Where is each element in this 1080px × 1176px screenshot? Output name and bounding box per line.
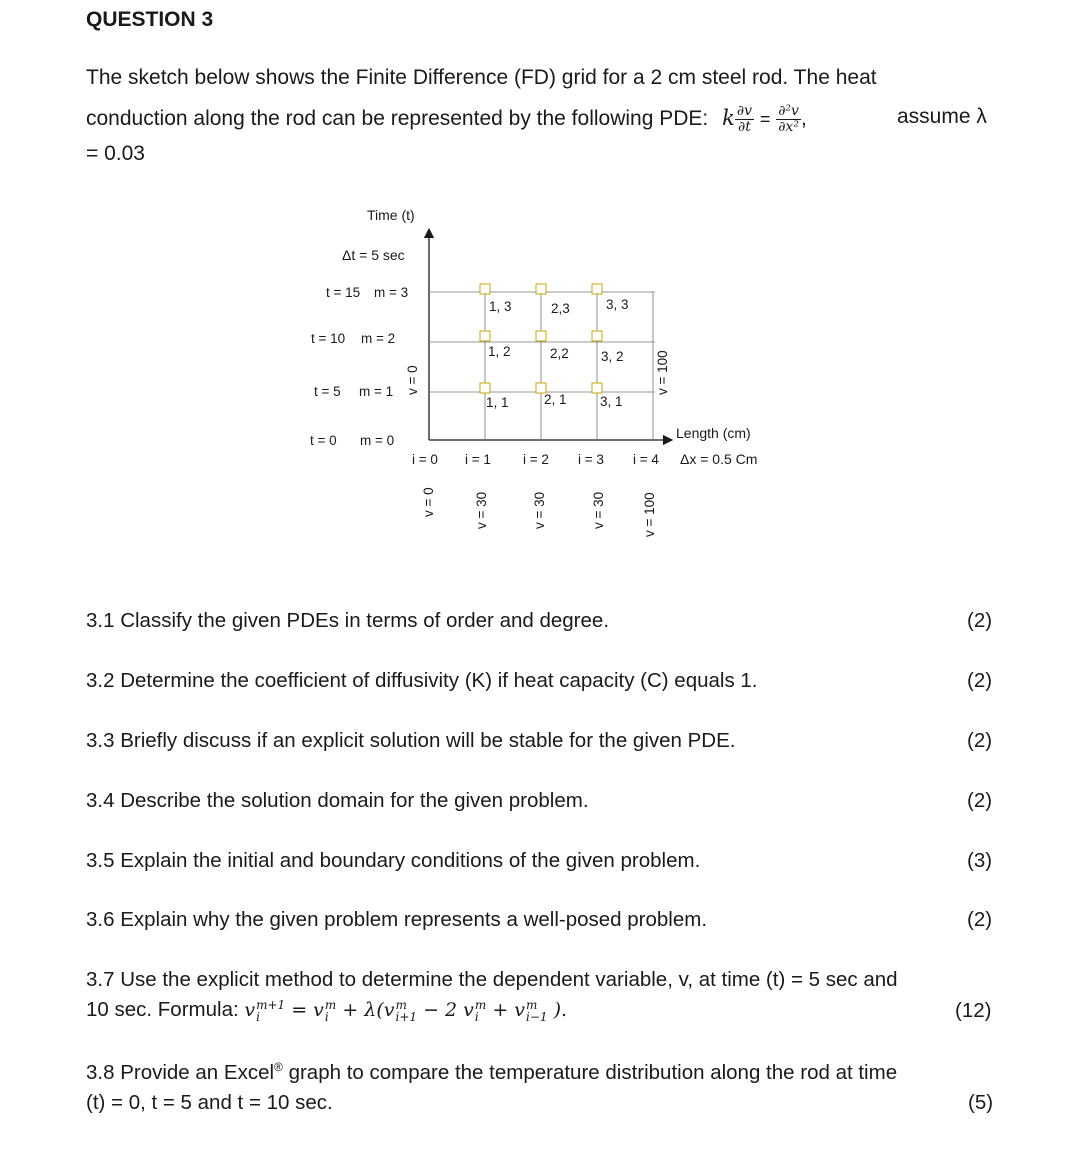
pde-equals: =: [759, 109, 771, 129]
registered-mark: ®: [274, 1060, 283, 1074]
pde-k: k: [722, 106, 735, 130]
bottom-value-i1: v = 30: [474, 491, 489, 529]
marks-3-4: (2): [967, 789, 993, 812]
bottom-value-i2: v = 30: [532, 491, 547, 529]
marks-3-1: (2): [967, 609, 993, 632]
marks-3-3: (2): [967, 729, 993, 752]
marks-3-7: (12): [955, 999, 992, 1022]
node-label-2-3: 2,3: [551, 301, 570, 316]
node-1-1: [480, 383, 490, 393]
question-3-8-line-1-pre: 3.8 Provide an Excel: [86, 1060, 275, 1084]
row-label-m2: m = 2: [361, 331, 396, 346]
row-label-t5: t = 5: [314, 384, 341, 399]
intro-line-1: The sketch below shows the Finite Difference (FD) grid for a 2 cm steel rod. The heat: [86, 66, 877, 89]
node-2-3: [536, 284, 546, 294]
question-3-1: 3.1 Classify the given PDEs in terms of order and degree.: [86, 609, 610, 632]
marks-3-5: (3): [967, 849, 993, 872]
node-label-1-3: 1, 3: [489, 299, 512, 314]
question-3-7-line-2: [86, 998, 567, 1028]
pde-comma: ,: [800, 107, 807, 130]
i-label-3: i = 3: [578, 452, 604, 467]
node-label-1-2: 1, 2: [488, 344, 511, 359]
i-label-2: i = 2: [523, 452, 549, 467]
left-boundary-label: v = 0: [405, 365, 420, 395]
i-label-1: i = 1: [465, 452, 491, 467]
node-label-3-1: 3, 1: [600, 394, 623, 409]
question-3-8-line-1: [86, 1060, 897, 1085]
pde-rhs-den: ∂x²: [778, 118, 799, 135]
question-heading: QUESTION 3: [86, 8, 214, 31]
row-label-m0: m = 0: [360, 433, 395, 448]
pde-lhs-fraction: [735, 104, 754, 135]
grid-lines: [429, 292, 655, 440]
node-label-2-2: 2,2: [550, 346, 569, 361]
node-label-2-1: 2, 1: [544, 392, 567, 407]
node-label-3-3: 3, 3: [606, 297, 629, 312]
question-3-5: 3.5 Explain the initial and boundary conditions of the given problem.: [86, 849, 701, 872]
i-label-4: i = 4: [633, 452, 659, 467]
node-1-3: [480, 284, 490, 294]
marks-3-2: (2): [967, 669, 993, 692]
intro-line-2-text: conduction along the rod can be represented by the following PDE:: [86, 107, 709, 130]
node-3-2: [592, 331, 602, 341]
pde-rhs-fraction: [776, 104, 801, 135]
node-1-2: [480, 331, 490, 341]
intro-line-3: = 0.03: [86, 142, 145, 165]
pde-lhs-den: ∂t: [737, 118, 751, 135]
dt-label: Δt = 5 sec: [342, 247, 405, 263]
row-label-t10: t = 10: [311, 331, 346, 346]
question-3-8-line-2: (t) = 0, t = 5 and t = 10 sec.: [86, 1091, 333, 1114]
question-3-3: 3.3 Briefly discuss if an explicit solution will be stable for the given PDE.: [86, 729, 736, 752]
question-3-6: 3.6 Explain why the given problem represents a well-posed problem.: [86, 908, 708, 931]
explicit-formula: v m+1 i = v m i + λ(v m i+1 − 2 v m i + v m i−1 ).: [244, 998, 568, 1024]
node-2-2: [536, 331, 546, 341]
node-3-3: [592, 284, 602, 294]
bottom-value-i3: v = 30: [591, 491, 606, 529]
node-label-3-2: 3, 2: [601, 349, 624, 364]
row-label-m3: m = 3: [374, 285, 409, 300]
pde-rhs-num: ∂²v: [778, 102, 799, 119]
dx-label: Δx = 0.5 Cm: [680, 451, 758, 467]
question-3-7-line-2-text: 10 sec. Formula:: [86, 998, 239, 1021]
time-axis-label: Time (t): [367, 207, 415, 223]
node-3-1: [592, 383, 602, 393]
marks-3-6: (2): [967, 908, 993, 931]
bottom-value-i4: v = 100: [642, 492, 657, 537]
length-axis-label: Length (cm): [676, 425, 751, 441]
intro-assume-lambda: assume λ: [897, 105, 987, 128]
row-label-m1: m = 1: [359, 384, 394, 399]
node-label-1-1: 1, 1: [486, 395, 509, 410]
pde-lhs-num: ∂v: [736, 102, 752, 119]
row-label-t0: t = 0: [310, 433, 337, 448]
i-label-0: i = 0: [412, 452, 438, 467]
intro-line-2: [86, 98, 807, 138]
question-3-8-line-1-post: graph to compare the temperature distribution along the rod at time: [288, 1060, 898, 1084]
question-3-4: 3.4 Describe the solution domain for the given problem.: [86, 789, 589, 812]
right-boundary-label: v = 100: [655, 350, 670, 395]
marks-3-8: (5): [968, 1091, 994, 1114]
row-label-t15: t = 15: [326, 285, 361, 300]
bottom-value-i0: v = 0: [421, 487, 436, 517]
question-3-7-line-1: 3.7 Use the explicit method to determine the dependent variable, v, at time (t) = 5 sec and: [86, 968, 898, 991]
question-3-2: 3.2 Determine the coefficient of diffusivity (K) if heat capacity (C) equals 1.: [86, 669, 758, 692]
fd-grid-diagram: [0, 195, 1080, 555]
